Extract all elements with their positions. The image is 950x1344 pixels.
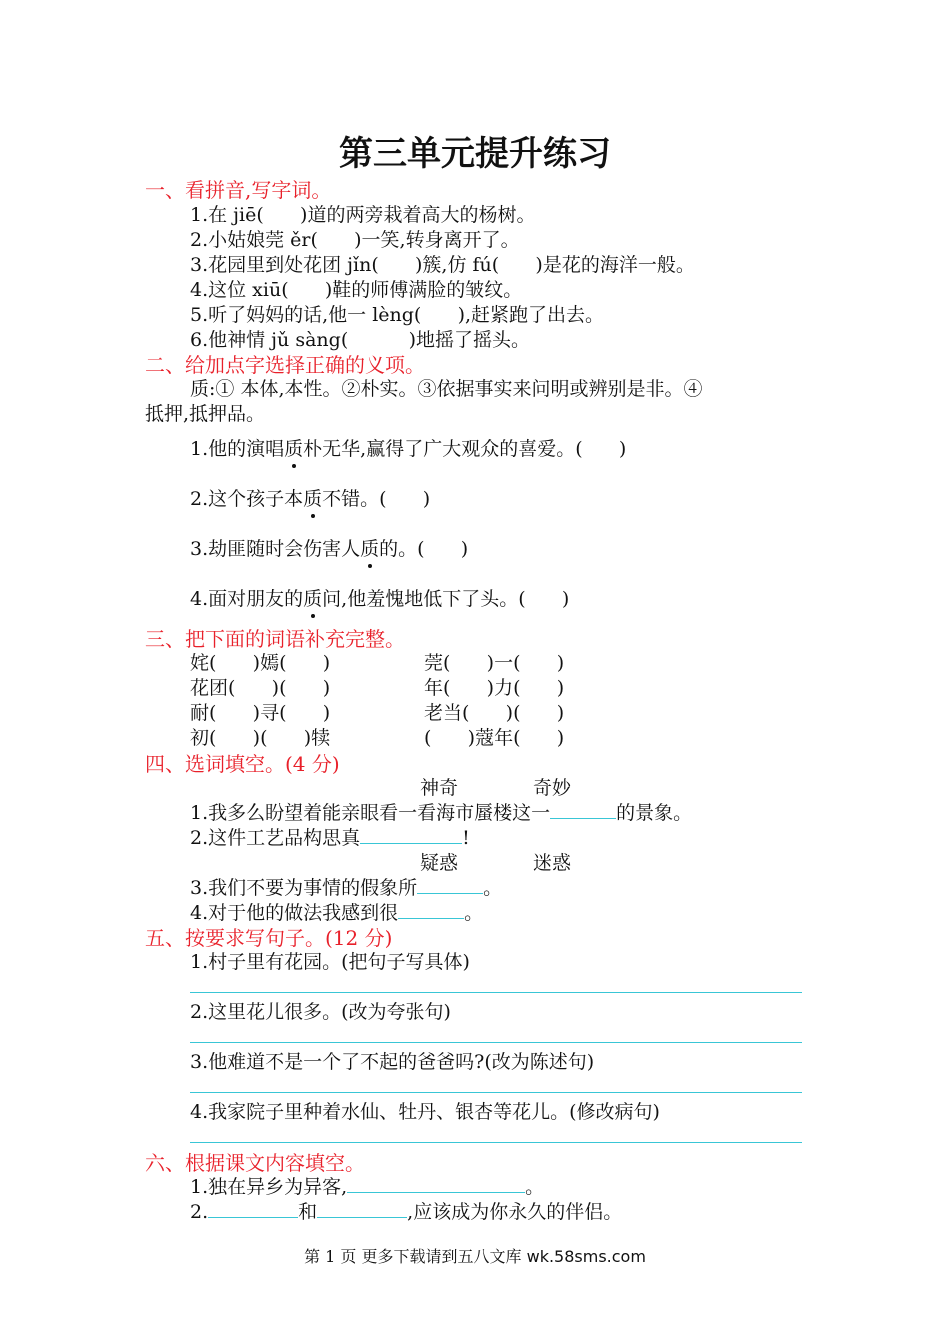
s2-item-3-post: 的。( ) <box>379 538 469 560</box>
s5-item-1: 1.村子里有花园。(把句子写具体) <box>190 951 470 973</box>
fill-blank[interactable] <box>317 1199 407 1218</box>
s4-option-shenqi: 神奇 <box>420 777 459 799</box>
s2-item-4-post: 问,他羞愧地低下了头。( ) <box>322 588 570 610</box>
s4-q3-text: 3.我们不要为事情的假象所 <box>190 877 418 899</box>
s1-item-2: 2.小姑娘莞 ěr( )一笑,转身离开了。 <box>190 229 520 251</box>
answer-line[interactable] <box>190 992 802 993</box>
s3-right-4: ( )蔻年( ) <box>424 727 565 749</box>
s3-left-3: 耐( )寻( ) <box>190 702 331 724</box>
page-title: 第三单元提升练习 <box>339 134 611 174</box>
s3-left-1: 姹( )嫣( ) <box>190 652 331 674</box>
s4-option-qimiao: 奇妙 <box>533 777 572 799</box>
s6-q2-text: 2. <box>190 1201 209 1223</box>
answer-line[interactable] <box>190 1092 802 1093</box>
s4-question-2 <box>190 823 470 850</box>
s4-question-4 <box>190 898 483 925</box>
footer-text: 第 1 页 更多下载请到五八文库 <box>304 1247 522 1266</box>
s5-item-4: 4.我家院子里种着水仙、牡丹、银杏等花儿。(修改病句) <box>190 1101 660 1123</box>
s6-q2-end: ,应该成为你永久的伴侣。 <box>407 1201 623 1223</box>
fill-blank[interactable] <box>417 875 483 894</box>
answer-line[interactable] <box>190 1042 802 1043</box>
s2-item-4-pre: 4.面对朋友的 <box>190 588 304 610</box>
answer-line[interactable] <box>190 1142 802 1143</box>
s2-item-1-post: 朴无华,赢得了广大观众的喜爱。( ) <box>303 438 627 460</box>
s2-definition-line-1: 质:① 本体,本性。②朴实。③依据事实来问明或辨别是非。④ <box>190 378 703 400</box>
section-5-heading: 五、按要求写句子。(12 分) <box>145 926 393 950</box>
s3-right-2: 年( )力( ) <box>424 677 565 699</box>
s2-item-3 <box>190 534 468 561</box>
s2-item-2-post: 不错。( ) <box>322 488 431 510</box>
s6-question-1 <box>190 1172 544 1199</box>
s2-item-1 <box>190 434 626 461</box>
section-2-heading: 二、给加点字选择正确的义项。 <box>145 353 425 377</box>
fill-blank[interactable] <box>208 1199 298 1218</box>
s2-item-4 <box>190 584 569 611</box>
emphasis-dot-char: 质 <box>360 534 379 561</box>
s3-left-4: 初( )( )犊 <box>190 727 331 749</box>
s4-q1-end: 的景象。 <box>616 802 693 824</box>
s4-q2-end: ! <box>462 827 470 849</box>
s6-q1-text: 1.独在异乡为异客, <box>190 1176 348 1198</box>
fill-blank[interactable] <box>398 900 464 919</box>
section-6-heading: 六、根据课文内容填空。 <box>145 1151 365 1175</box>
s2-definition-line-2: 抵押,抵押品。 <box>145 403 266 425</box>
s2-item-2 <box>190 484 430 511</box>
s4-question-1 <box>190 798 692 825</box>
s2-item-1-pre: 1.他的演唱 <box>190 438 285 460</box>
s4-option-yihuo: 疑惑 <box>420 852 459 874</box>
section-1-heading: 一、看拼音,写字词。 <box>145 178 332 202</box>
s5-item-2: 2.这里花儿很多。(改为夸张句) <box>190 1001 451 1023</box>
s4-question-3 <box>190 873 502 900</box>
emphasis-dot-char: 质 <box>284 434 303 461</box>
s3-right-1: 莞( )一( ) <box>424 652 565 674</box>
s1-item-3: 3.花园里到处花团 jǐn( )簇,仿 fú( )是花的海洋一般。 <box>190 254 695 276</box>
fill-blank[interactable] <box>347 1174 525 1193</box>
s3-left-2: 花团( )( ) <box>190 677 331 699</box>
s4-q4-end: 。 <box>464 902 484 924</box>
s1-item-4: 4.这位 xiū( )鞋的师傅满脸的皱纹。 <box>190 279 523 301</box>
s4-q2-text: 2.这件工艺品构思真 <box>190 827 361 849</box>
s3-right-3: 老当( )( ) <box>424 702 565 724</box>
fill-blank[interactable] <box>360 825 462 844</box>
s5-item-3: 3.他难道不是一个了不起的爸爸吗?(改为陈述句) <box>190 1051 595 1073</box>
s2-item-2-pre: 2.这个孩子本 <box>190 488 304 510</box>
emphasis-dot-char: 质 <box>303 584 322 611</box>
s2-item-3-pre: 3.劫匪随时会伤害人 <box>190 538 361 560</box>
section-4-heading: 四、选词填空。(4 分) <box>145 752 340 776</box>
s6-question-2 <box>190 1197 622 1224</box>
section-3-heading: 三、把下面的词语补充完整。 <box>145 627 405 651</box>
s6-q2-and: 和 <box>298 1201 318 1223</box>
s1-item-6: 6.他神情 jǔ sàng( )地摇了摇头。 <box>190 329 531 351</box>
s4-option-mihuo: 迷惑 <box>533 852 572 874</box>
fill-blank[interactable] <box>550 800 616 819</box>
s4-q1-text: 1.我多么盼望着能亲眼看一看海市蜃楼这一 <box>190 802 551 824</box>
s4-q4-text: 4.对于他的做法我感到很 <box>190 902 399 924</box>
s4-q3-end: 。 <box>483 877 503 899</box>
page-footer <box>0 1244 950 1267</box>
emphasis-dot-char: 质 <box>303 484 322 511</box>
s6-q1-end: 。 <box>525 1176 545 1198</box>
s1-item-5: 5.听了妈妈的话,他一 lèng( ),赶紧跑了出去。 <box>190 304 605 326</box>
footer-site-link[interactable]: wk.58sms.com <box>526 1247 646 1266</box>
s1-item-1: 1.在 jiē( )道的两旁栽着高大的杨树。 <box>190 204 536 226</box>
